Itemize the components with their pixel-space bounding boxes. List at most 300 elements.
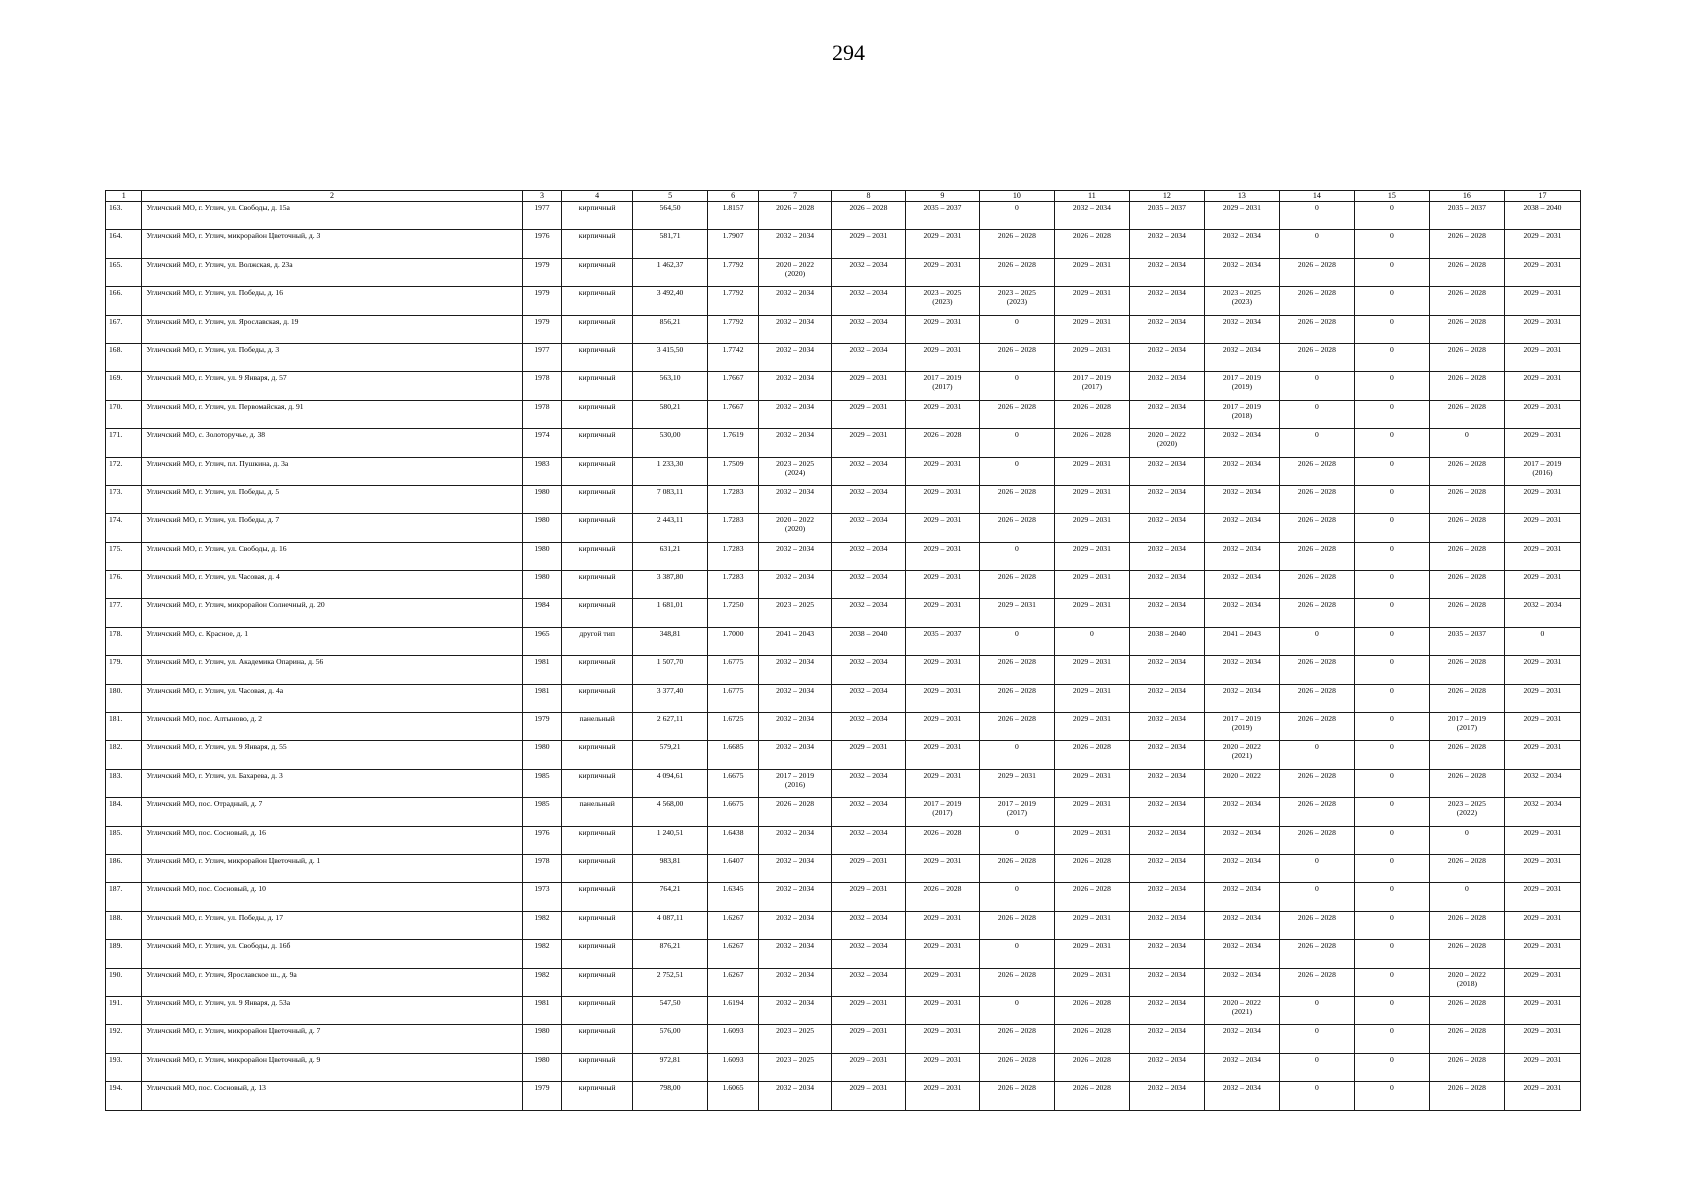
cell-col-2 (142, 599, 522, 627)
cell-value: 2032 – 2034 (1147, 515, 1186, 525)
cell-col-12 (1129, 599, 1204, 627)
cell-value: 2026 – 2028 (997, 259, 1036, 269)
cell-value: 2029 – 2031 (1523, 714, 1562, 724)
column-header-12: 12 (1129, 191, 1204, 202)
cell-value: 2026 – 2028 (997, 855, 1036, 865)
cell-value: кирпичный (578, 288, 616, 298)
cell-value: Угличский МО, пос. Сосновый, д. 16 (146, 827, 266, 837)
cell-col-4 (562, 883, 633, 911)
cell-value: 2026 – 2028 (1447, 458, 1486, 468)
cell-col-11 (1054, 798, 1129, 826)
cell-value: 1979 (534, 259, 550, 269)
cell-value: 0 (1390, 344, 1394, 354)
cell-value: 2026 – 2028 (997, 344, 1036, 354)
cell-value: 3 377,40 (656, 685, 684, 695)
cell-col-16 (1429, 571, 1504, 599)
cell-col-10 (979, 1053, 1054, 1081)
cell-col-1 (106, 202, 142, 230)
cell-value: 2032 – 2034 (1147, 600, 1186, 610)
cell-col-12 (1129, 627, 1204, 655)
cell-value: 4 094,61 (656, 770, 684, 780)
cell-value: 2029 – 2031 (849, 231, 888, 241)
table-row (106, 599, 1581, 627)
cell-col-6 (708, 968, 759, 996)
column-header-6: 6 (708, 191, 759, 202)
cell-value: 2032 – 2034 (849, 657, 888, 667)
cell-col-1 (106, 656, 142, 684)
cell-value: 2026 – 2028 (997, 401, 1036, 411)
cell-value: 2032 – 2034 (849, 969, 888, 979)
cell-col-14 (1279, 230, 1354, 258)
cell-col-14 (1279, 769, 1354, 797)
cell-value: Угличский МО, пос. Алтыново, д. 2 (146, 714, 263, 724)
cell-col-16 (1429, 343, 1504, 371)
cell-value: 0 (1015, 884, 1019, 894)
cell-value: 2026 – 2028 (1447, 941, 1486, 951)
cell-col-14 (1279, 911, 1354, 939)
cell-col-1 (106, 940, 142, 968)
cell-value: 2029 – 2031 (923, 1054, 962, 1064)
column-header-13: 13 (1204, 191, 1279, 202)
cell-value: 1.6685 (722, 742, 744, 752)
table-row (106, 343, 1581, 371)
cell-value: 1974 (534, 430, 550, 440)
cell-value: Угличский МО, г. Углич, ул. Первомайская, д. 91 (146, 401, 304, 411)
cell-col-16 (1429, 854, 1504, 882)
cell-value: 0 (1390, 685, 1394, 695)
cell-value: 2026 – 2028 (1447, 685, 1486, 695)
cell-col-10 (979, 542, 1054, 570)
cell-value: 2026 – 2028 (1447, 543, 1486, 553)
cell-col-6 (708, 514, 759, 542)
cell-col-3 (522, 485, 562, 513)
cell-value: 2026 – 2028 (1297, 572, 1336, 582)
cell-col-3 (522, 457, 562, 485)
cell-value: 0 (1015, 827, 1019, 837)
cell-col-10 (979, 400, 1054, 428)
cell-col-5 (633, 485, 708, 513)
cell-value: кирпичный (578, 1083, 616, 1093)
cell-value: Угличский МО, пос. Сосновый, д. 10 (146, 884, 266, 894)
cell-subvalue: (2021) (1231, 1006, 1253, 1016)
cell-col-3 (522, 656, 562, 684)
cell-value: 2026 – 2028 (997, 1054, 1036, 1064)
cell-value: 2032 – 2034 (1523, 799, 1562, 809)
cell-col-5 (633, 202, 708, 230)
cell-value: Угличский МО, г. Углич, ул. Волжская, д. 23а (146, 259, 293, 269)
cell-col-9 (905, 485, 979, 513)
cell-col-5 (633, 571, 708, 599)
cell-col-16 (1429, 429, 1504, 457)
cell-value: 2032 – 2034 (849, 486, 888, 496)
cell-col-12 (1129, 656, 1204, 684)
cell-col-16 (1429, 798, 1504, 826)
cell-col-16 (1429, 741, 1504, 769)
cell-value: Угличский МО, г. Углич, ул. Свободы, д. 15а (146, 203, 290, 212)
cell-col-16 (1429, 514, 1504, 542)
cell-value: 581,71 (659, 231, 681, 241)
cell-value: 2026 – 2028 (1447, 657, 1486, 667)
cell-value: 2032 – 2034 (776, 288, 815, 298)
cell-value: 163. (109, 203, 123, 212)
cell-value: 2032 – 2034 (1147, 827, 1186, 837)
cell-col-15 (1354, 372, 1429, 400)
cell-col-13 (1204, 854, 1279, 882)
cell-value: 2032 – 2034 (1222, 344, 1261, 354)
cell-col-9 (905, 769, 979, 797)
cell-col-12 (1129, 343, 1204, 371)
cell-value: 2029 – 2031 (1072, 912, 1111, 922)
cell-value: 2026 – 2028 (1297, 600, 1336, 610)
cell-value: 2029 – 2031 (1523, 685, 1562, 695)
cell-value: 2032 – 2034 (1222, 515, 1261, 525)
cell-subvalue: (2017) (1456, 723, 1478, 733)
cell-col-14 (1279, 514, 1354, 542)
cell-value: 0 (1390, 799, 1394, 809)
cell-col-17 (1504, 769, 1580, 797)
cell-col-9 (905, 571, 979, 599)
cell-value: 2029 – 2031 (1523, 430, 1562, 440)
cell-col-13 (1204, 1053, 1279, 1081)
cell-value: 1965 (534, 628, 550, 638)
cell-col-11 (1054, 343, 1129, 371)
cell-value: 0 (1390, 969, 1394, 979)
cell-value: 2026 – 2028 (1297, 259, 1336, 269)
cell-value: 2029 – 2031 (1523, 259, 1562, 269)
cell-value: 191. (109, 997, 123, 1007)
cell-col-3 (522, 713, 562, 741)
cell-value: 0 (1015, 997, 1019, 1007)
cell-value: 2026 – 2028 (997, 714, 1036, 724)
cell-col-10 (979, 968, 1054, 996)
cell-col-12 (1129, 514, 1204, 542)
cell-value: 2 752,51 (656, 969, 684, 979)
cell-value: Угличский МО, г. Углич, Ярославское ш., д. 9а (146, 969, 297, 979)
table-row (106, 542, 1581, 570)
cell-col-8 (832, 571, 906, 599)
cell-value: 2029 – 2031 (1072, 259, 1111, 269)
cell-col-14 (1279, 457, 1354, 485)
column-header-3: 3 (522, 191, 562, 202)
cell-subvalue: (2017) (932, 382, 953, 392)
table-row (106, 372, 1581, 400)
cell-value: 576,00 (659, 1026, 681, 1036)
cell-col-17 (1504, 429, 1580, 457)
cell-col-11 (1054, 315, 1129, 343)
cell-col-6 (708, 1082, 759, 1110)
cell-col-3 (522, 542, 562, 570)
cell-col-17 (1504, 968, 1580, 996)
cell-value: кирпичный (578, 259, 616, 269)
cell-col-5 (633, 769, 708, 797)
cell-col-10 (979, 1082, 1054, 1110)
cell-subvalue: (2022) (1456, 808, 1478, 818)
cell-col-16 (1429, 627, 1504, 655)
cell-value: 2026 – 2028 (1297, 969, 1336, 979)
cell-value: кирпичный (578, 742, 616, 752)
cell-value: Угличский МО, г. Углич, ул. Победы, д. 5 (146, 486, 280, 496)
cell-value: кирпичный (578, 316, 616, 326)
cell-col-17 (1504, 599, 1580, 627)
cell-value: 0 (1390, 259, 1394, 269)
cell-value: 2032 – 2034 (1147, 855, 1186, 865)
cell-col-15 (1354, 202, 1429, 230)
cell-col-13 (1204, 996, 1279, 1024)
cell-value: 2029 – 2031 (1523, 969, 1562, 979)
cell-value: 0 (1015, 316, 1019, 326)
cell-col-7 (759, 287, 832, 315)
cell-col-8 (832, 656, 906, 684)
cell-col-7 (759, 1025, 832, 1053)
cell-col-1 (106, 769, 142, 797)
cell-value: 2029 – 2031 (849, 855, 888, 865)
cell-value: 2026 – 2028 (1072, 855, 1111, 865)
cell-col-14 (1279, 485, 1354, 513)
cell-value: 2029 – 2031 (1072, 572, 1111, 582)
cell-value: 2029 – 2031 (1072, 969, 1111, 979)
cell-value: 2029 – 2031 (1523, 486, 1562, 496)
cell-value: 2032 – 2034 (1147, 1083, 1186, 1093)
cell-value: Угличский МО, г. Углич, микрорайон Цветочный, д. 7 (146, 1026, 321, 1036)
cell-value: 0 (1315, 1083, 1319, 1093)
cell-col-9 (905, 627, 979, 655)
cell-value: 170. (109, 401, 123, 411)
cell-col-15 (1354, 826, 1429, 854)
cell-col-5 (633, 656, 708, 684)
cell-value: 580,21 (659, 401, 681, 411)
cell-col-13 (1204, 940, 1279, 968)
cell-col-17 (1504, 741, 1580, 769)
cell-col-16 (1429, 372, 1504, 400)
cell-col-8 (832, 514, 906, 542)
cell-value: 178. (109, 628, 123, 638)
cell-col-3 (522, 769, 562, 797)
cell-col-10 (979, 911, 1054, 939)
cell-value: 1982 (534, 969, 550, 979)
cell-value: 2032 – 2034 (849, 316, 888, 326)
cell-value: 2032 – 2034 (1222, 600, 1261, 610)
cell-col-9 (905, 798, 979, 826)
cell-value: 2035 – 2037 (1447, 628, 1486, 638)
cell-col-16 (1429, 457, 1504, 485)
cell-value: 1980 (534, 572, 550, 582)
cell-col-13 (1204, 627, 1279, 655)
cell-value: 0 (1390, 657, 1394, 667)
cell-col-1 (106, 627, 142, 655)
cell-col-4 (562, 627, 633, 655)
cell-subvalue: (2017) (932, 808, 953, 818)
cell-col-8 (832, 826, 906, 854)
cell-col-9 (905, 1025, 979, 1053)
cell-col-4 (562, 968, 633, 996)
cell-col-8 (832, 485, 906, 513)
cell-col-16 (1429, 287, 1504, 315)
cell-value: 2026 – 2028 (1297, 657, 1336, 667)
cell-value: 2032 – 2034 (776, 827, 815, 837)
cell-value: 2017 – 2019 (1222, 373, 1261, 383)
cell-value: 2032 – 2034 (1147, 572, 1186, 582)
cell-value: 2035 – 2037 (1447, 203, 1486, 212)
cell-value: 0 (1315, 401, 1319, 411)
cell-col-11 (1054, 457, 1129, 485)
cell-col-10 (979, 202, 1054, 230)
column-header-11: 11 (1054, 191, 1129, 202)
cell-col-6 (708, 684, 759, 712)
cell-value: панельный (579, 799, 615, 809)
table-row (106, 429, 1581, 457)
cell-col-5 (633, 996, 708, 1024)
cell-value: 1979 (534, 714, 550, 724)
cell-col-16 (1429, 485, 1504, 513)
cell-value: 2041 – 2043 (1222, 628, 1261, 638)
cell-col-9 (905, 457, 979, 485)
cell-col-7 (759, 599, 832, 627)
cell-col-9 (905, 883, 979, 911)
cell-value: 2029 – 2031 (1072, 515, 1111, 525)
cell-subvalue: (2016) (784, 779, 806, 789)
cell-col-2 (142, 996, 522, 1024)
cell-value: 2032 – 2034 (849, 458, 888, 468)
cell-col-13 (1204, 911, 1279, 939)
cell-value: 2029 – 2031 (849, 373, 888, 383)
cell-col-7 (759, 798, 832, 826)
cell-col-3 (522, 258, 562, 286)
table-row (106, 287, 1581, 315)
cell-col-14 (1279, 854, 1354, 882)
cell-value: 1978 (534, 401, 550, 411)
cell-col-12 (1129, 684, 1204, 712)
cell-subvalue: (2024) (784, 467, 806, 477)
cell-value: кирпичный (578, 1054, 616, 1064)
cell-col-7 (759, 627, 832, 655)
cell-value: 2032 – 2034 (849, 799, 888, 809)
cell-value: 2032 – 2034 (1147, 685, 1186, 695)
table-row (106, 798, 1581, 826)
cell-col-15 (1354, 798, 1429, 826)
cell-col-2 (142, 571, 522, 599)
cell-value: 2032 – 2034 (776, 430, 815, 440)
cell-value: 2032 – 2034 (776, 997, 815, 1007)
cell-col-10 (979, 741, 1054, 769)
cell-value: 2026 – 2028 (1072, 1083, 1111, 1093)
cell-col-6 (708, 1053, 759, 1081)
cell-col-5 (633, 258, 708, 286)
cell-value: 169. (109, 373, 123, 383)
cell-value: 1980 (534, 742, 550, 752)
cell-col-9 (905, 372, 979, 400)
cell-col-9 (905, 202, 979, 230)
cell-value: 2032 – 2034 (1147, 884, 1186, 894)
cell-col-10 (979, 599, 1054, 627)
cell-col-4 (562, 258, 633, 286)
cell-value: Угличский МО, г. Углич, ул. 9 Января, д. 57 (146, 373, 287, 383)
cell-col-17 (1504, 514, 1580, 542)
cell-col-8 (832, 627, 906, 655)
cell-value: 0 (1390, 231, 1394, 241)
cell-col-5 (633, 372, 708, 400)
cell-col-4 (562, 940, 633, 968)
cell-col-1 (106, 514, 142, 542)
cell-value: 190. (109, 969, 123, 979)
cell-value: 2041 – 2043 (776, 628, 815, 638)
cell-value: 2032 – 2034 (1523, 600, 1562, 610)
cell-col-17 (1504, 542, 1580, 570)
cell-value: 2026 – 2028 (1447, 1083, 1486, 1093)
cell-value: 2032 – 2034 (849, 770, 888, 780)
cell-col-11 (1054, 996, 1129, 1024)
cell-value: 174. (109, 515, 123, 525)
cell-value: 2020 – 2022 (1222, 997, 1261, 1007)
cell-value: 2026 – 2028 (1447, 344, 1486, 354)
cell-value: 2020 – 2022 (1147, 430, 1186, 440)
cell-col-3 (522, 202, 562, 230)
cell-value: 2029 – 2031 (1523, 373, 1562, 383)
cell-value: 0 (1390, 997, 1394, 1007)
cell-value: кирпичный (578, 600, 616, 610)
cell-col-11 (1054, 202, 1129, 230)
cell-value: 2032 – 2034 (1147, 486, 1186, 496)
cell-col-8 (832, 343, 906, 371)
cell-value: 2026 – 2028 (1297, 486, 1336, 496)
cell-col-9 (905, 1082, 979, 1110)
cell-col-17 (1504, 343, 1580, 371)
cell-col-8 (832, 684, 906, 712)
cell-col-17 (1504, 372, 1580, 400)
cell-value: кирпичный (578, 685, 616, 695)
cell-col-17 (1504, 230, 1580, 258)
cell-col-12 (1129, 202, 1204, 230)
cell-col-14 (1279, 741, 1354, 769)
cell-value: 2032 – 2034 (776, 344, 815, 354)
cell-col-11 (1054, 968, 1129, 996)
cell-col-2 (142, 713, 522, 741)
cell-col-5 (633, 911, 708, 939)
cell-subvalue: (2018) (1456, 978, 1478, 988)
cell-value: 2032 – 2034 (849, 572, 888, 582)
cell-col-12 (1129, 1025, 1204, 1053)
cell-col-5 (633, 940, 708, 968)
cell-col-14 (1279, 798, 1354, 826)
cell-value: кирпичный (578, 430, 616, 440)
cell-value: 2026 – 2028 (1447, 770, 1486, 780)
cell-value: кирпичный (578, 486, 616, 496)
cell-col-9 (905, 258, 979, 286)
cell-col-6 (708, 713, 759, 741)
cell-col-7 (759, 343, 832, 371)
cell-value: 2026 – 2028 (1297, 770, 1336, 780)
cell-value: 2026 – 2028 (997, 515, 1036, 525)
cell-col-10 (979, 656, 1054, 684)
cell-col-6 (708, 258, 759, 286)
cell-value: 2026 – 2028 (1447, 912, 1486, 922)
cell-col-14 (1279, 1025, 1354, 1053)
cell-col-4 (562, 1082, 633, 1110)
cell-value: 2032 – 2034 (1222, 486, 1261, 496)
cell-col-17 (1504, 258, 1580, 286)
cell-col-4 (562, 542, 633, 570)
cell-value: 188. (109, 912, 123, 922)
cell-col-8 (832, 741, 906, 769)
cell-value: 2029 – 2031 (1523, 827, 1562, 837)
cell-subvalue: (2021) (1231, 751, 1253, 761)
cell-value: кирпичный (578, 1026, 616, 1036)
cell-col-11 (1054, 769, 1129, 797)
cell-col-2 (142, 769, 522, 797)
cell-value: 2029 – 2031 (923, 770, 962, 780)
cell-subvalue: (2018) (1231, 410, 1253, 420)
cell-value: 2026 – 2028 (1297, 344, 1336, 354)
cell-col-9 (905, 968, 979, 996)
